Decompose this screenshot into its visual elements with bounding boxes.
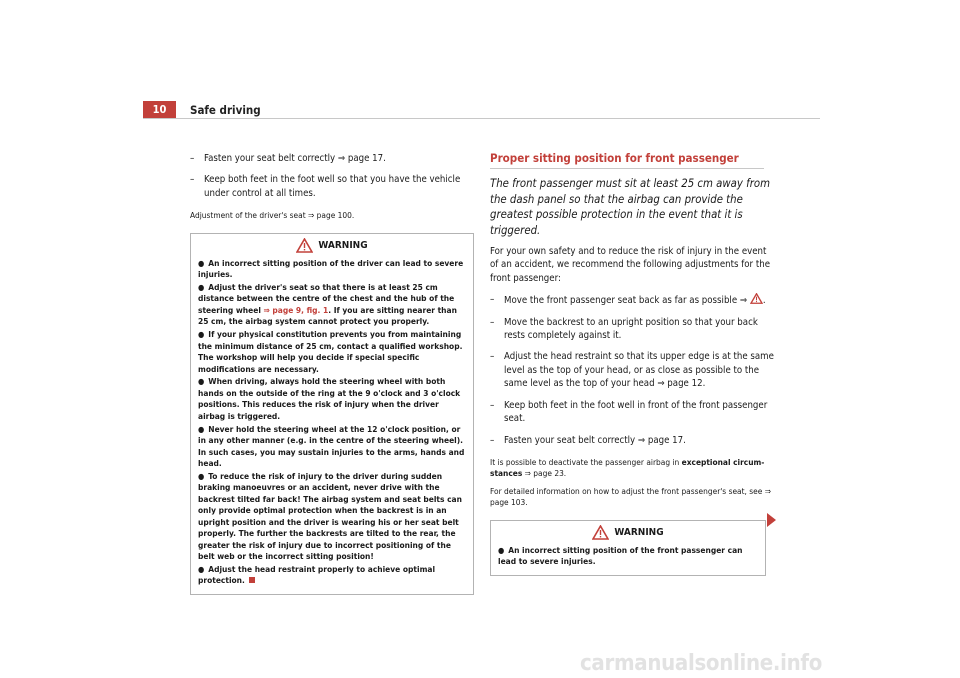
warning-title: WARNING (614, 527, 664, 539)
warning-triangle-icon (592, 525, 609, 540)
page-link[interactable]: ⇒ page 9, fig. 1 (263, 304, 329, 315)
list-item: ● An incorrect sitting position of the front passenger can lead to severe injuries. (498, 544, 743, 567)
warning-title: WARNING (318, 240, 368, 252)
list-item: ● If your physical constitution prevents you from maintaining the minimum distance of 25 cm, contact a qualified workshop. The workshop will help you decide if special specific modifications are necessary. (198, 329, 463, 374)
bullet-icon: ● (198, 330, 205, 340)
page-number: 10 (143, 101, 176, 118)
bullet-icon: ● (198, 471, 205, 481)
warning-header (198, 234, 466, 258)
section-title: Proper sitting position for front passenger (490, 152, 764, 169)
list-item: – Keep both feet in the foot well so that you have the vehicle under control at all times. (190, 173, 474, 200)
note: It is possible to deactivate the passenger airbag in exceptional circum-stances ⇒ page 23. (490, 456, 765, 479)
bullet-icon: ● (198, 377, 205, 387)
intro-text: For your own safety and to reduce the risk of injury in the event of an accident, we recommend the following adjustments for the front passenger: (490, 246, 771, 284)
running-header: Safe driving (190, 103, 261, 117)
warning-box (190, 233, 474, 595)
list-item: – Fasten your seat belt correctly ⇒ page 17. (490, 434, 776, 447)
bullet-icon: ● (198, 258, 205, 268)
list-item: – Move the front passenger seat back as far as possible ⇒ . (490, 293, 776, 307)
list-item: ● Adjust the driver's seat so that there is at least 25 cm distance between the centre of the chest and the hub of the steering wheel ⇒ page 9, fig. 1. If you are sitting nearer than 25 cm, the airbag system cannot protect you properly. (198, 282, 457, 327)
footer-watermark: carmanualsonline.info (580, 651, 822, 676)
warning-box (490, 520, 766, 576)
list-item: – Move the backrest to an upright position so that your back rests completely against it. (490, 316, 776, 343)
list-item: – Keep both feet in the foot well in front of the front passenger seat. (490, 399, 776, 426)
continue-arrow-icon (767, 513, 776, 527)
right-column (490, 152, 776, 576)
warning-list (498, 545, 758, 568)
list-item: ● An incorrect sitting position of the driver can lead to severe injuries. (198, 257, 464, 280)
end-marker-icon (249, 577, 255, 583)
list-item: ● To reduce the risk of injury to the driver during sudden braking manoeuvres or an accident, never drive with the backrest tilted far back! The airbag system and seat belts can only provide optimal protection when the backrest is in an upright position and the driver is wearing his or her seat belt properly. The further the backrests are tilted to the rear, the greater the risk of injury due to incorrect positioning of the belt web or the incorrect sitting position! (198, 470, 462, 561)
note: Adjustment of the driver's seat ⇒ page 100. (190, 210, 355, 221)
left-column (190, 152, 474, 595)
header-divider (143, 118, 820, 119)
list-item: ● Never hold the steering wheel at the 12 o'clock position, or in any other manner (e.g. in the centre of the steering wheel). In such cases, you may sustain injuries to the arms, hands and head. (198, 423, 465, 468)
list-item: ● When driving, always hold the steering wheel with both hands on the outside of the ring at the 9 o'clock and 3 o'clock positions. This reduces the risk of injury when the driver airbag is triggered. (198, 376, 461, 421)
warning-header (498, 521, 758, 545)
list-item: – Fasten your seat belt correctly ⇒ page 17. (190, 152, 474, 165)
list-item: ● Adjust the head restraint properly to achieve optimal protection. (198, 563, 436, 586)
note: For detailed information on how to adjust the front passenger's seat, see ⇒ page 103. (490, 485, 771, 508)
lead-text: The front passenger must sit at least 25 cm away from the dash panel so that the airbag can provide the greatest possible protection in the event that it is triggered. (490, 177, 771, 237)
warning-list (198, 258, 466, 587)
bullet-icon: ● (498, 545, 505, 555)
warning-triangle-icon (296, 238, 313, 253)
list-item: – Adjust the head restraint so that its upper edge is at the same level as the top of your head, or as close as possible to the same level as the top of your head ⇒ page 12. (490, 350, 776, 390)
bullet-icon: ● (198, 424, 205, 434)
bullet-icon: ● (198, 564, 205, 574)
bullet-icon: ● (198, 283, 205, 293)
warning-triangle-icon (750, 293, 763, 304)
